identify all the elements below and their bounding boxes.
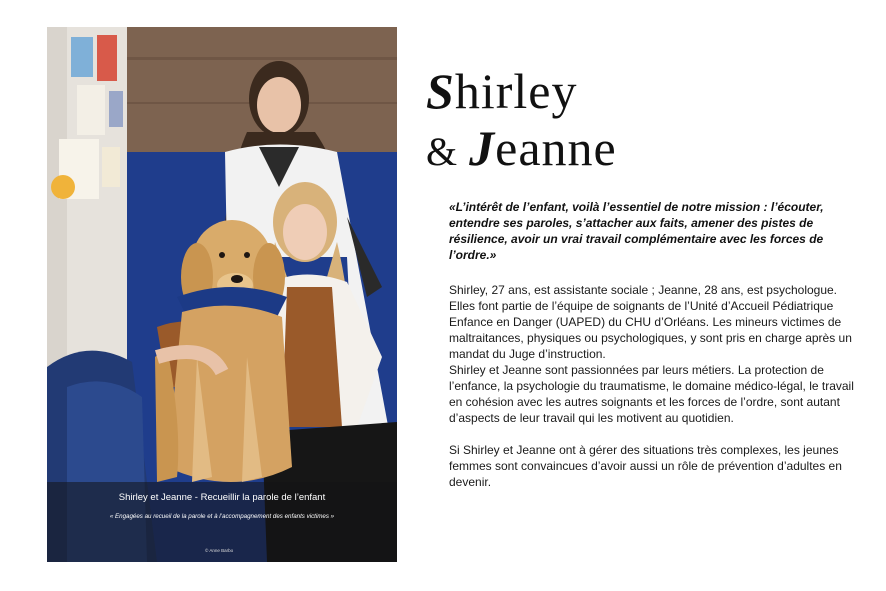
title-line-2 — [426, 120, 617, 176]
photo-credit: © Anne Barbo — [205, 548, 234, 553]
paragraph: Si Shirley et Jeanne ont à gérer des situations très complexes, les jeunes femmes sont convaincues d’avoir aussi un rôle de prévention d’adultes en devenir. — [449, 443, 842, 489]
title-initial-s: S — [426, 63, 455, 119]
title-line-1 — [426, 63, 617, 119]
photo-caption-title: Shirley et Jeanne - Recueillir la parole de l’enfant — [118, 492, 326, 503]
paragraph: Shirley, 27 ans, est assistante sociale ; Jeanne, 28 ans, est psychologue. Elles font partie de l’équipe de soignants de l’Unité d’Accueil Pédiatrique Enfance en Danger (UAPED) du CHU d’Orléans. Les mineurs victimes de maltraitances, physiques ou psychologiques, y sont pris en charge après un mandat du Juge d’instruction. — [449, 283, 852, 361]
paragraph: Shirley et Jeanne sont passionnées par leurs métiers. La protection de l’enfance, la psychologie du traumatisme, le domaine médico-légal, le travail en cohésion avec les autres soignants et les forces de l’ordre, sont autant d’aspects de leur travail qui les motivent au quotidien. — [449, 363, 854, 425]
title-rest-shirley: hirley — [454, 63, 578, 119]
photo-caption-subtitle: « Engagées au recueil de la parole et à l’accompagnement des enfants victimes » — [109, 513, 335, 520]
page-title — [426, 63, 617, 176]
portrait-photo — [47, 27, 397, 562]
pull-quote: «L’intérêt de l’enfant, voilà l’essentiel de notre mission : l’écouter, entendre ses paroles, s’attacher aux faits, amener des pistes de résilience, avoir un vrai travail complémentaire avec les forces de l’ordre.» — [449, 200, 824, 262]
title-ampersand: & — [426, 129, 470, 174]
body-text — [449, 282, 854, 490]
title-initial-j: J — [469, 120, 496, 176]
title-rest-jeanne: eanne — [495, 120, 617, 176]
